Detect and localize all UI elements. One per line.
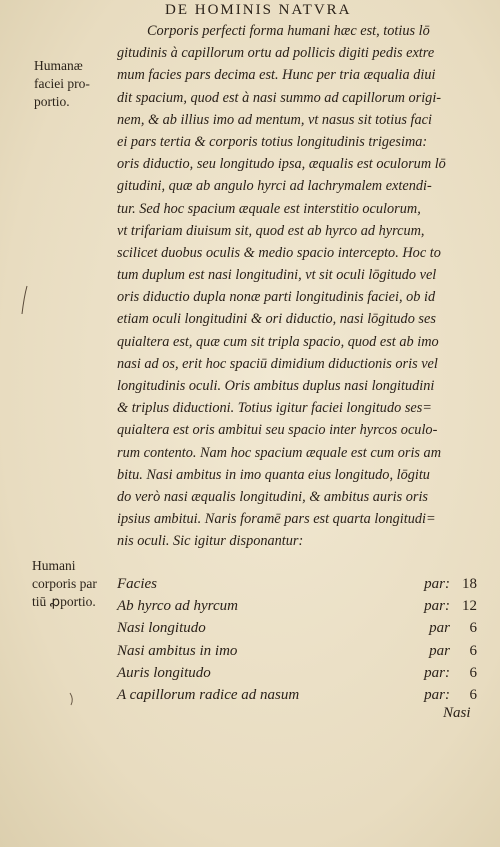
table-row-label: Nasi ambitus in imo xyxy=(117,642,238,659)
margin-note-line: Humani xyxy=(32,558,76,573)
ink-mark xyxy=(68,692,76,706)
text-line: quialtera est oris ambitui seu spacio inter hyrcos oculo- xyxy=(117,422,438,439)
proportion-table xyxy=(117,573,482,706)
table-row-label: A capillorum radice ad nasum xyxy=(117,686,300,703)
ink-mark xyxy=(18,285,30,315)
text-line: scilicet duobus oculis & medio spacio intercepto. Hoc to xyxy=(117,244,441,261)
table-row xyxy=(117,573,482,595)
table-row xyxy=(117,617,482,639)
text-line: etiam oculi longitudini & ori diductio, nasi lōgitudo ses xyxy=(117,311,436,328)
table-row-par: par: xyxy=(424,664,450,681)
table-row-label: Facies xyxy=(117,576,157,592)
text-line: do verò nasi æqualis longitudini, & ambitus auris oris xyxy=(117,488,428,505)
table-row-value: 6 xyxy=(469,686,477,703)
table-row-label: Nasi longitudo xyxy=(117,620,206,637)
text-line: rum contento. Nam hoc spacium æquale est cum oris am xyxy=(117,444,442,461)
text-line: dit spacium, quod est à nasi summo ad capillorum origi- xyxy=(117,89,442,106)
catchword: Nasi xyxy=(443,705,471,721)
table-row-value: 6 xyxy=(469,664,477,681)
margin-note-line: corporis par xyxy=(32,576,97,591)
table-row-value: 6 xyxy=(469,642,477,659)
table-row-par: par xyxy=(429,642,450,659)
margin-note-line: Humanæ xyxy=(34,58,83,73)
text-line: mum facies pars decima est. Hunc per tria æqualia diui xyxy=(117,67,436,84)
table-row xyxy=(117,640,482,662)
table-row-label: Auris longitudo xyxy=(117,664,211,681)
text-line: longitudinis oculi. Oris ambitus duplus nasi longitudini xyxy=(117,378,435,394)
text-line: vt trifariam diuisum sit, quod est ab hyrco ad hyrcum, xyxy=(117,222,425,239)
margin-note-line: portio. xyxy=(34,94,70,109)
text-line: quialtera est, quæ cum sit tripla spacio, quod est ab imo xyxy=(117,333,439,350)
text-line: nem, & ab illius imo ad mentum, vt nasus sit totius faci xyxy=(117,111,432,128)
margin-note-face-proportion xyxy=(34,57,114,111)
body-text xyxy=(117,20,477,553)
text-line: ipsius ambitui. Naris foramē pars est quarta longitudi= xyxy=(117,511,436,528)
text-line: nis oculi. Sic igitur disponantur: xyxy=(117,533,304,550)
text-line: gitudini, quæ ab angulo hyrci ad lachrymalem extendi- xyxy=(117,178,432,195)
text-line: tur. Sed hoc spacium æquale est interstitio oculorum, xyxy=(117,200,421,217)
text-line: oris diductio, seu longitudo ipsa, æqualis est oculorum lō xyxy=(117,156,446,173)
margin-note-body-proportion xyxy=(32,557,117,611)
text-line: ei pars tertia & corporis totius longitudinis trigesima: xyxy=(117,133,428,150)
text-line: gitudinis à capillorum ortu ad pollicis digiti pedis extre xyxy=(117,45,435,62)
text-line: bitu. Nasi ambitus in imo quanta eius longitudo, lōgitu xyxy=(117,466,430,483)
running-head: DE HOMINIS NATVRA xyxy=(165,2,352,18)
table-row xyxy=(117,662,482,684)
table-row-label: Ab hyrco ad hyrcum xyxy=(117,598,238,615)
table-row-par: par: xyxy=(424,576,450,592)
table-row-par: par: xyxy=(424,686,450,703)
table-row-value: 12 xyxy=(462,598,477,615)
text-line: Corporis perfecti forma humani hæc est, totius lō xyxy=(147,23,430,39)
table-row-value: 6 xyxy=(469,620,477,637)
margin-note-line: tiū ꝓportio. xyxy=(32,594,96,609)
text-line: nasi ad os, erit hoc spaciū dimidium diductionis oris vel xyxy=(117,355,438,372)
table-row-value: 18 xyxy=(462,576,477,592)
text-line: oris diductio dupla nonæ parti longitudinis faciei, ob id xyxy=(117,289,436,306)
text-line: & triplus diductioni. Totius igitur faciei longitudo ses= xyxy=(117,400,432,417)
table-row-par: par xyxy=(429,620,450,637)
text-line: tum duplum est nasi longitudini, vt sit oculi lōgitudo vel xyxy=(117,267,437,284)
margin-note-line: faciei pro- xyxy=(34,76,90,91)
table-row-par: par: xyxy=(424,598,450,615)
table-row xyxy=(117,684,482,706)
table-row xyxy=(117,595,482,617)
